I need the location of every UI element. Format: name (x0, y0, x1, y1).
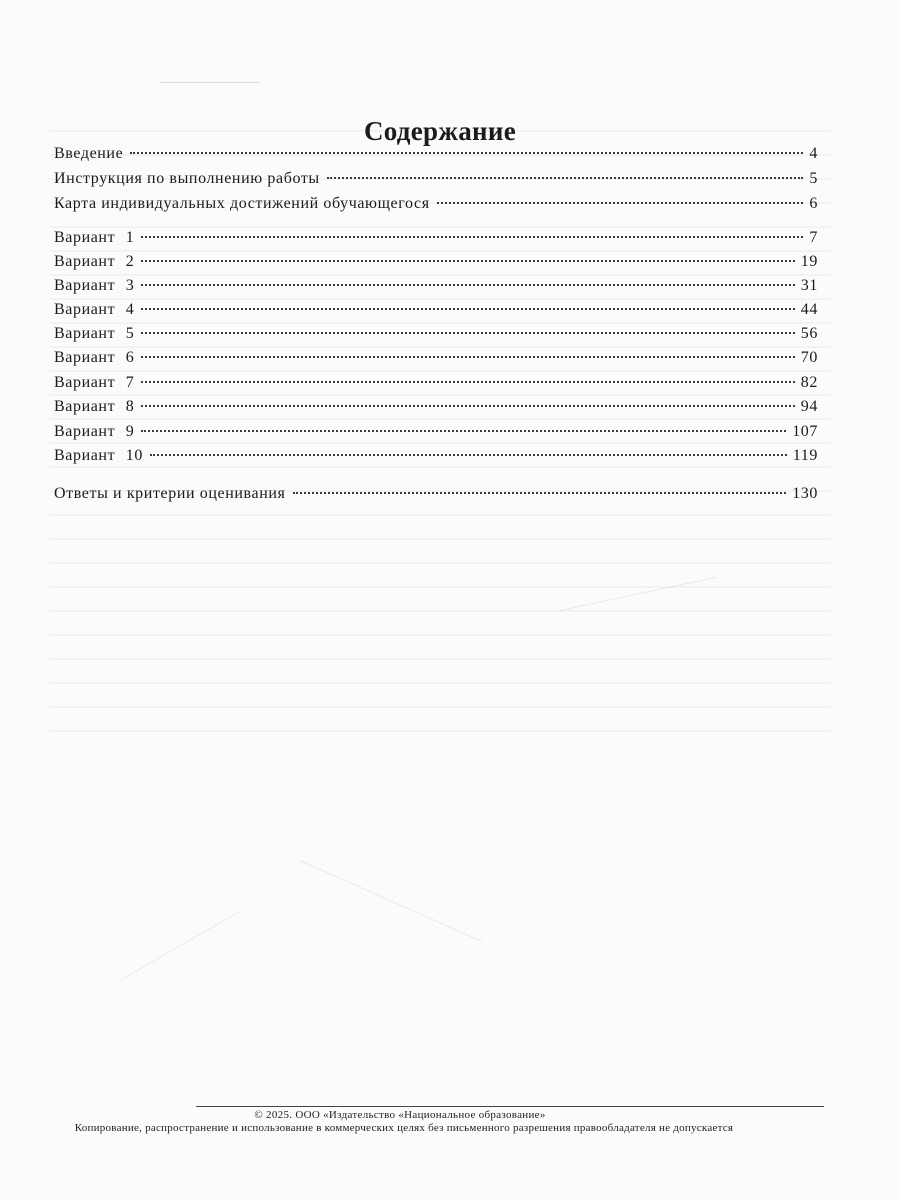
toc-item-page: 19 (800, 253, 818, 270)
toc-item-variant-7[interactable] (54, 374, 818, 398)
toc-item-page: 5 (809, 170, 818, 187)
toc-item-label: Вариант 10 (54, 447, 143, 464)
toc-leader-dots (150, 454, 787, 456)
toc-item-label: Вариант 6 (54, 349, 135, 366)
toc-item-introduction[interactable] (54, 145, 818, 169)
toc-item-variant-1[interactable] (54, 229, 818, 253)
toc-item-page: 7 (809, 229, 818, 246)
footer-copyright: © 2025. ООО «Издательство «Национальное образование» (254, 1109, 546, 1121)
toc-item-instructions[interactable] (54, 170, 818, 194)
toc-leader-dots (141, 260, 794, 262)
toc-item-label: Ответы и критерии оценивания (54, 485, 286, 502)
toc-leader-dots (437, 202, 804, 204)
toc-item-variant-6[interactable] (54, 349, 818, 373)
toc-leader-dots (141, 308, 794, 310)
toc-item-label: Введение (54, 145, 124, 162)
footer-divider (196, 1106, 824, 1107)
toc-item-variant-8[interactable] (54, 398, 818, 422)
toc-item-variant-2[interactable] (54, 253, 818, 277)
toc-item-label: Вариант 7 (54, 374, 135, 391)
printing-mark (160, 82, 260, 83)
toc-item-variant-10[interactable] (54, 447, 818, 471)
toc-item-label: Вариант 8 (54, 398, 135, 415)
toc-leader-dots (141, 430, 786, 432)
toc-item-label: Вариант 3 (54, 277, 135, 294)
toc-leader-dots (141, 356, 794, 358)
paper-scuff (120, 910, 242, 981)
toc-item-achievements-map[interactable] (54, 195, 818, 219)
toc-item-label: Вариант 2 (54, 253, 135, 270)
toc-item-page: 119 (792, 447, 818, 464)
toc-item-page: 107 (792, 423, 818, 440)
toc-item-variant-9[interactable] (54, 423, 818, 447)
toc-item-page: 130 (792, 485, 818, 502)
toc-item-label: Вариант 1 (54, 229, 135, 246)
toc-item-label: Инструкция по выполнению работы (54, 170, 320, 187)
toc-item-page: 6 (809, 195, 818, 212)
toc-item-variant-3[interactable] (54, 277, 818, 301)
toc-item-page: 4 (809, 145, 818, 162)
toc-item-page: 70 (800, 349, 818, 366)
toc-item-variant-4[interactable] (54, 301, 818, 325)
toc-item-answers[interactable] (54, 485, 818, 509)
footer-legal-notice: Копирование, распространение и использование в коммерческих целях без письменного разрешения правообладателя не допускается (74, 1122, 734, 1134)
toc-item-label: Вариант 4 (54, 301, 135, 318)
toc-item-label: Вариант 9 (54, 423, 135, 440)
toc-item-page: 94 (800, 398, 818, 415)
toc-leader-dots (141, 284, 794, 286)
toc-item-variant-5[interactable] (54, 325, 818, 349)
toc-leader-dots (141, 381, 794, 383)
toc-leader-dots (141, 236, 803, 238)
toc-item-page: 82 (800, 374, 818, 391)
toc-leader-dots (327, 177, 804, 179)
toc-item-label: Карта индивидуальных достижений обучающегося (54, 195, 430, 212)
toc-item-page: 56 (800, 325, 818, 342)
toc-leader-dots (130, 152, 803, 154)
toc-leader-dots (141, 405, 794, 407)
toc-item-page: 44 (800, 301, 818, 318)
toc-item-page: 31 (800, 277, 818, 294)
toc-leader-dots (141, 332, 794, 334)
toc-item-label: Вариант 5 (54, 325, 135, 342)
toc-leader-dots (293, 492, 787, 494)
paper-scuff (300, 860, 483, 942)
page-title: Содержание (363, 116, 517, 147)
